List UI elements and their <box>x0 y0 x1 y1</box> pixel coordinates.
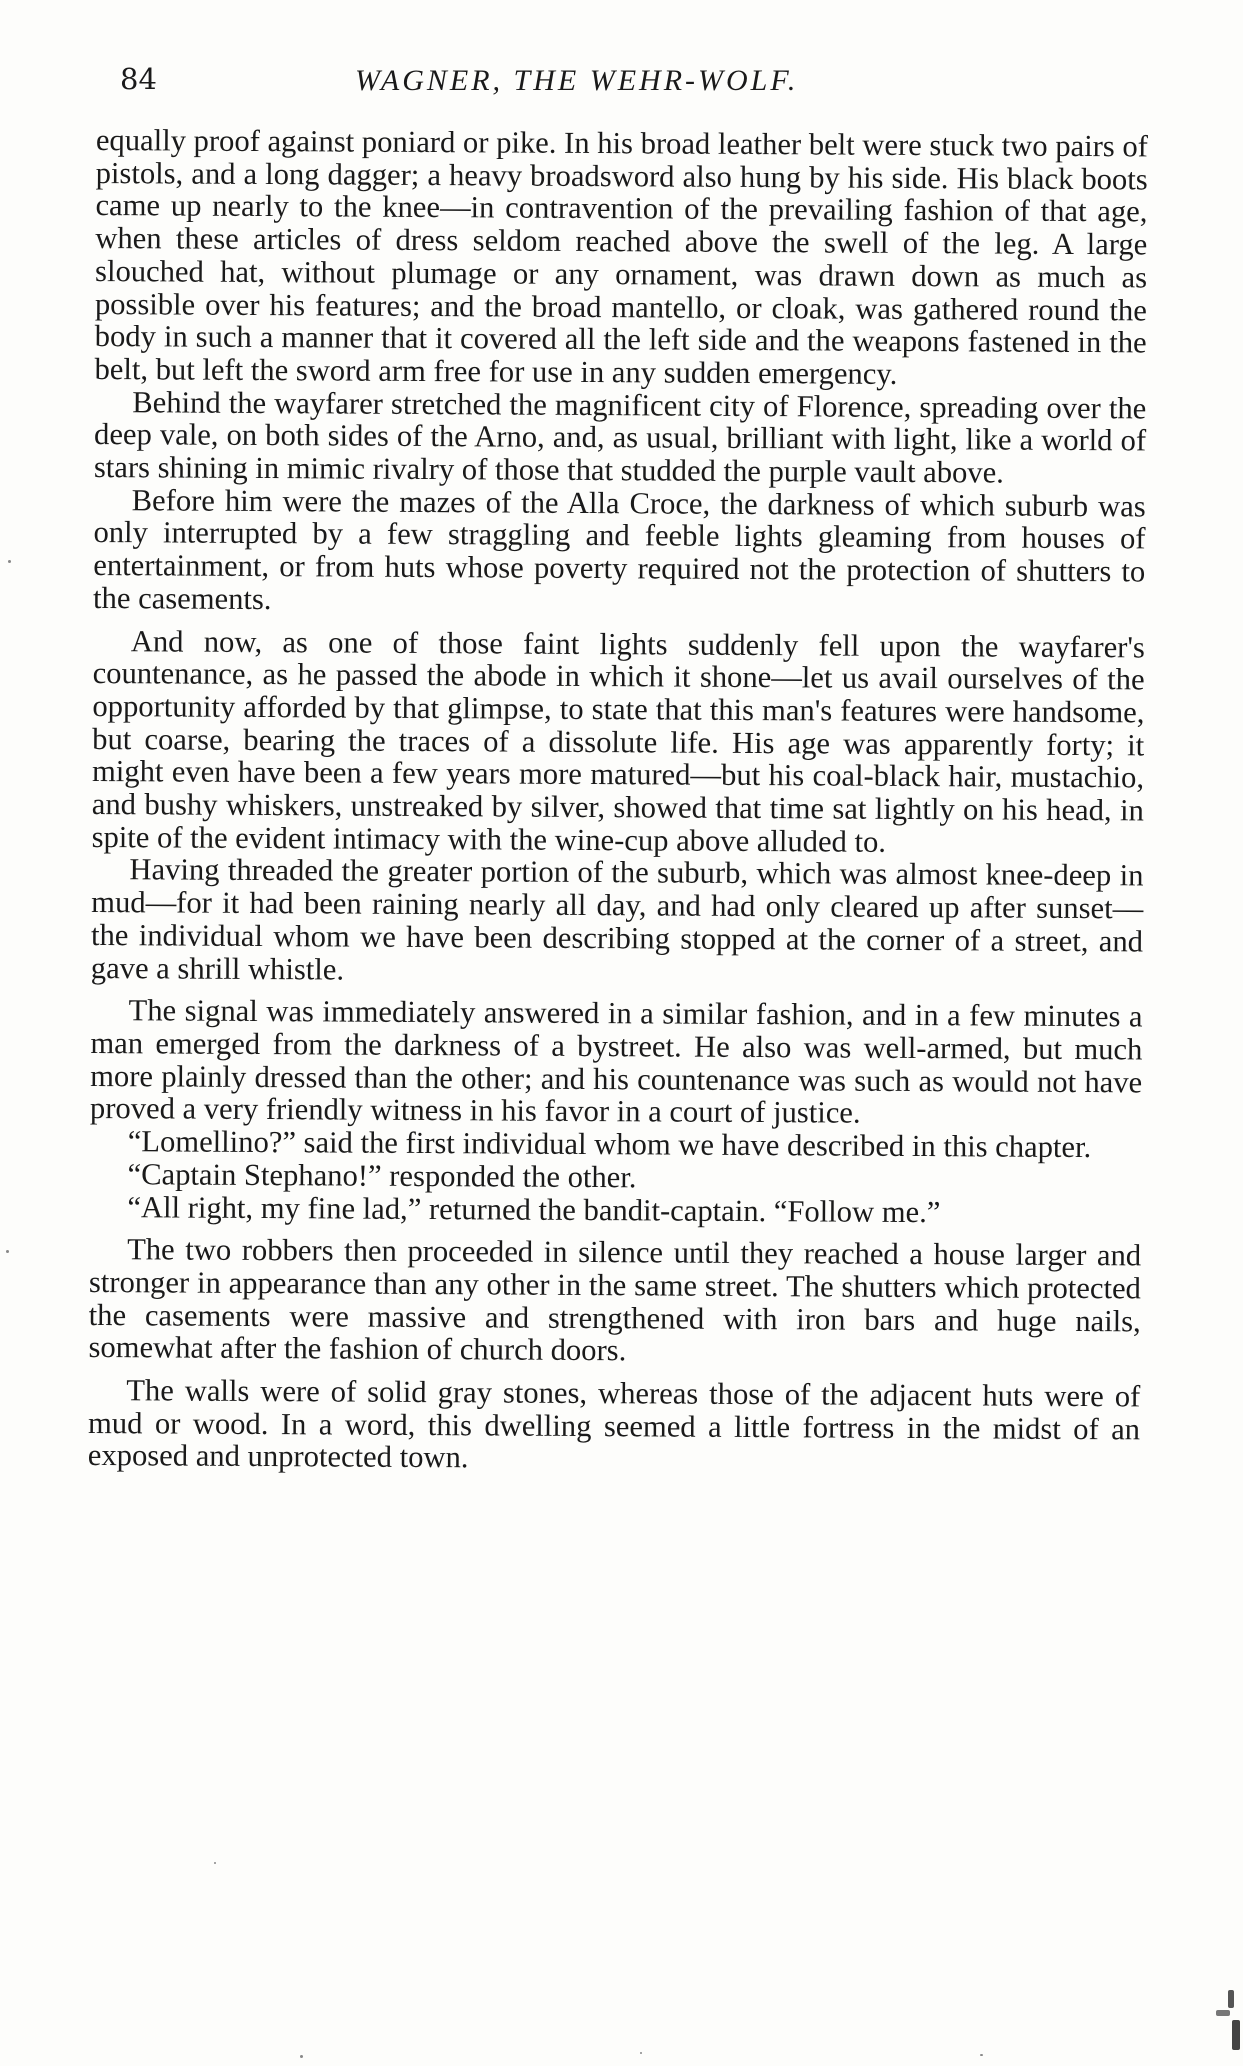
page-header <box>120 62 1150 112</box>
body-text <box>88 124 1148 1479</box>
scan-speck <box>1216 2010 1230 2016</box>
scan-speck <box>640 2052 642 2054</box>
running-title: WAGNER, THE WEHR-WOLF. <box>355 64 799 97</box>
paragraph: The walls were of solid gray stones, whereas those of the adjacent huts were of mud or wood. In a word, this dwelling seemed a little fortress in the midst of an exposed and unprotected town. <box>87 1373 1141 1475</box>
paragraph: “All right, my fine lad,” returned the bandit-captain. “Follow me.” <box>127 1189 941 1229</box>
paragraph: “Captain Stephano!” responded the other. <box>127 1157 637 1195</box>
paragraph: Having threaded the greater portion of the suburb, which was almost knee-deep in mud—for it had been raining nearly all day, and had only cleared up after sunset—the individual whom we have been describing stopped at the corner of a street, and gave a shrill whistle. <box>90 852 1144 987</box>
paragraph: “Lomellino?” said the first individual whom we have described in this chapter. <box>127 1124 1092 1165</box>
scan-speck <box>214 1862 216 1864</box>
page-number: 84 <box>120 62 157 96</box>
scan-speck <box>6 1250 9 1253</box>
scan-speck <box>300 2055 303 2058</box>
scan-speck <box>980 2054 983 2056</box>
paragraph: Behind the wayfarer stretched the magnificent city of Florence, spreading over the deep vale, on both sides of the Arno, and, as usual, brilliant with light, like a world of stars shining in mimic rivalry of those that studded the purple vault above. <box>93 384 1147 490</box>
paragraph: And now, as one of those faint lights suddenly fell upon the wayfarer's countenance, as he passed the abode in which it shone—let us avail ourselves of the opportunity afforded by that glimpse, to state that this man's features were handsome, but coarse, bearing the traces of a dissolute life. His age was apparently forty; it might even have been a few years more matured—but his coal-black hair, mustachio, and bushy whiskers, unstreaked by silver, showed that time sat lightly on his head, in spite of the evident intimacy with the wine-cup above alluded to. <box>91 623 1145 859</box>
scan-speck <box>1228 1990 1234 2008</box>
paragraph: The signal was immediately answered in a similar fashion, and in a few minutes a man emerged from the darkness of a bystreet. He also was well-armed, but much more plainly dressed than the other; and his countenance was such as would not have proved a very friendly witness in his favor in a court of justice. <box>89 993 1143 1131</box>
paragraph: The two robbers then proceeded in silence until they reached a house larger and stronger in appearance than any other in the same street. The shutters which protected the casements were massive and strengthened with iron bars and huge nails, somewhat after the fashion of church doors. <box>88 1232 1142 1368</box>
paragraph: equally proof against poniard or pike. In his broad leather belt were stuck two pairs of pistols, and a long dagger; a heavy broadsword also hung by his side. His black boots came up nearly to the knee—in contravention of the prevailing fashion of that age, when these articles of dress seldom reached above the swell of the leg. A large slouched hat, without plumage or any ornament, was drawn down as much as possible over his features; and the broad mantello, or cloak, was gathered round the body in such a manner that it covered all the left side and the weapons fastened in the belt, but left the sword arm free for use in any sudden emergency. <box>94 123 1148 391</box>
paragraph: Before him were the mazes of the Alla Croce, the darkness of which suburb was only interrupted by a few straggling and feeble lights gleaming from houses of entertainment, or from huts whose poverty required not the protection of shutters to the casements. <box>93 482 1146 616</box>
scan-speck <box>8 560 11 563</box>
scan-speck <box>1232 2020 1240 2050</box>
